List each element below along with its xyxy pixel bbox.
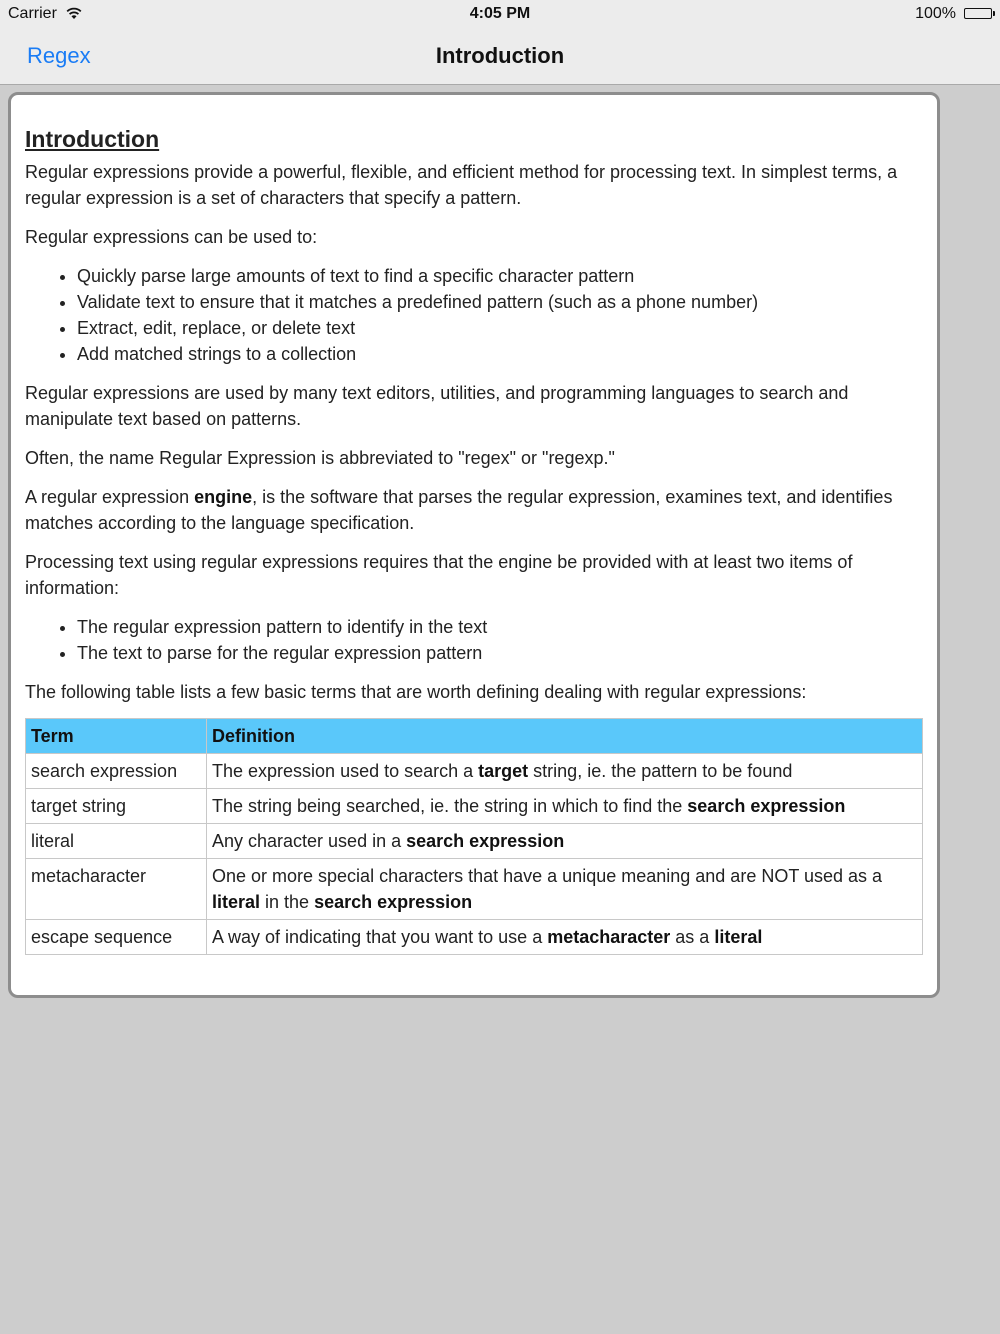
- definition-text: One or more special characters that have a unique meaning and are NOT used as a: [212, 866, 883, 886]
- definition-bold-text: search expression: [314, 892, 473, 912]
- table-header-row: [26, 719, 923, 754]
- content-heading: Introduction: [25, 126, 160, 152]
- navigation-bar: [0, 28, 1000, 85]
- paragraph-abbreviation: Often, the name Regular Expression is abbreviated to "regex" or "regexp.": [25, 448, 615, 468]
- terms-table-body: [26, 754, 923, 955]
- header-term: Term: [26, 719, 207, 754]
- list-item: • The regular expression pattern to identify in the text: [77, 614, 923, 640]
- content-card: [8, 92, 940, 998]
- engine-text-before: A regular expression: [25, 487, 195, 507]
- paragraph-requirements: Processing text using regular expressions requires that the engine be provided with at least two items of information:: [25, 552, 853, 598]
- definition-text: A way of indicating that you want to use a: [212, 927, 548, 947]
- battery-percent: 100%: [915, 5, 956, 22]
- definition-text: in the: [260, 892, 315, 912]
- paragraph-intro: Regular expressions provide a powerful, flexible, and efficient method for processing text. In simplest terms, a regular expression is a set of characters that specify a pattern.: [25, 162, 898, 208]
- list-item: • Validate text to ensure that it matches a predefined pattern (such as a phone number): [77, 289, 923, 315]
- status-bar: [0, 0, 1000, 28]
- definition-bold-text: literal: [212, 892, 261, 912]
- definition-cell: [207, 824, 923, 859]
- battery-icon: [964, 8, 992, 19]
- definition-bold-text: metacharacter: [547, 927, 671, 947]
- paragraph-table-lead: The following table lists a few basic terms that are worth defining dealing with regular expressions:: [25, 682, 807, 702]
- list-item: • Add matched strings to a collection: [77, 341, 923, 367]
- term-cell: escape sequence: [26, 920, 207, 955]
- table-row: [26, 754, 923, 789]
- definition-bold-text: search expression: [687, 796, 846, 816]
- list-item: • Extract, edit, replace, or delete text: [77, 315, 923, 341]
- definition-cell: [207, 920, 923, 955]
- paragraph-usage: Regular expressions are used by many text editors, utilities, and programming languages to search and manipulate text based on patterns.: [25, 383, 849, 429]
- back-button[interactable]: Regex: [27, 43, 91, 68]
- carrier-label: Carrier: [8, 5, 57, 22]
- definition-text: The expression used to search a: [212, 761, 479, 781]
- table-row: [26, 920, 923, 955]
- uses-list: [25, 263, 923, 367]
- table-row: [26, 859, 923, 920]
- table-row: [26, 789, 923, 824]
- definition-cell: [207, 789, 923, 824]
- definition-text: string, ie. the pattern to be found: [528, 761, 793, 781]
- header-definition: Definition: [207, 719, 923, 754]
- term-cell: target string: [26, 789, 207, 824]
- definition-bold-text: target: [478, 761, 529, 781]
- clock: 4:05 PM: [469, 5, 531, 22]
- paragraph-engine: [25, 484, 923, 536]
- definition-cell: [207, 859, 923, 920]
- definition-text: as a: [670, 927, 715, 947]
- engine-text-after: , is the software that parses the regular expression, examines text, and identifies matches according to the language specification.: [25, 487, 893, 533]
- term-cell: metacharacter: [26, 859, 207, 920]
- paragraph-uses-lead: Regular expressions can be used to:: [25, 227, 318, 247]
- table-row: [26, 824, 923, 859]
- term-cell: search expression: [26, 754, 207, 789]
- page-title: Introduction: [435, 43, 565, 68]
- definition-bold-text: literal: [714, 927, 763, 947]
- definition-cell: [207, 754, 923, 789]
- engine-term: engine: [194, 487, 253, 507]
- requirements-list: [25, 614, 923, 666]
- definition-text: Any character used in a: [212, 831, 407, 851]
- term-cell: literal: [26, 824, 207, 859]
- terms-table: [25, 718, 923, 955]
- definition-bold-text: search expression: [406, 831, 565, 851]
- definition-text: The string being searched, ie. the string in which to find the: [212, 796, 688, 816]
- list-item: • Quickly parse large amounts of text to find a specific character pattern: [77, 263, 923, 289]
- list-item: • The text to parse for the regular expression pattern: [77, 640, 923, 666]
